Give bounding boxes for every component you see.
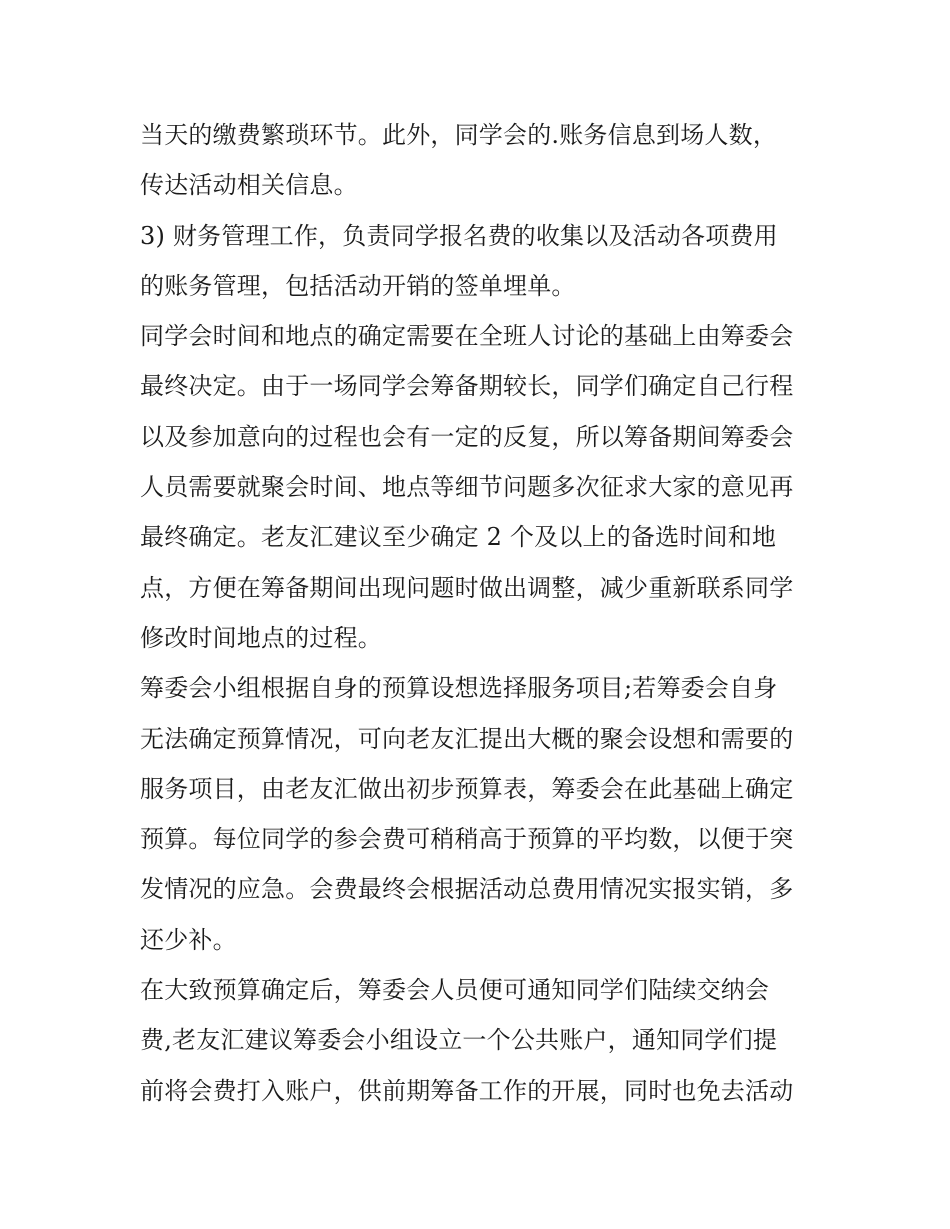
text-line: 点，方便在筹备期间出现问题时做出调整，减少重新联系同学 xyxy=(140,573,794,602)
text-line: 预算。每位同学的参会费可稍稍高于预算的平均数，以便于突 xyxy=(140,825,794,854)
document-page xyxy=(140,110,830,1116)
text-line: 筹委会小组根据自身的预算设想选择服务项目;若筹委会自身 xyxy=(140,674,778,703)
text-line: 当天的缴费繁琐环节。此外，同学会的.账务信息到场人数， xyxy=(140,121,778,149)
text-line: 无法确定预算情况，可向老友汇提出大概的聚会设想和需要的 xyxy=(140,724,794,753)
text-line: 前将会费打入账户，供前期筹备工作的开展，同时也免去活动 xyxy=(140,1076,794,1105)
text-line: 修改时间地点的过程。 xyxy=(140,623,382,652)
text-line: 3) 财务管理工作，负责同学报名费的收集以及活动各项费用 xyxy=(140,221,778,250)
text-line: 人员需要就聚会时间、地点等细节问题多次征求大家的意见再 xyxy=(140,473,794,502)
text-line: 的账务管理，包括活动开销的签单埋单。 xyxy=(140,271,576,300)
text-line: 费,老友汇建议筹委会小组设立一个公共账户，通知同学们提 xyxy=(140,1026,778,1055)
text-line: 服务项目，由老友汇做出初步预算表，筹委会在此基础上确定 xyxy=(140,774,794,803)
text-line: 以及参加意向的过程也会有一定的反复，所以筹备期间筹委会 xyxy=(140,422,794,451)
text-line: 最终确定。老友汇建议至少确定 2 个及以上的备选时间和地 xyxy=(140,523,777,552)
text-line: 发情况的应急。会费最终会根据活动总费用情况实报实销，多 xyxy=(140,875,794,904)
text-line: 传达活动相关信息。 xyxy=(140,171,358,200)
text-line: 还少补。 xyxy=(140,925,237,954)
text-line: 在大致预算确定后，筹委会人员便可通知同学们陆续交纳会 xyxy=(140,976,770,1005)
text-line: 最终决定。由于一场同学会筹备期较长，同学们确定自己行程 xyxy=(140,372,794,401)
text-line: 同学会时间和地点的确定需要在全班人讨论的基础上由筹委会 xyxy=(140,322,794,351)
